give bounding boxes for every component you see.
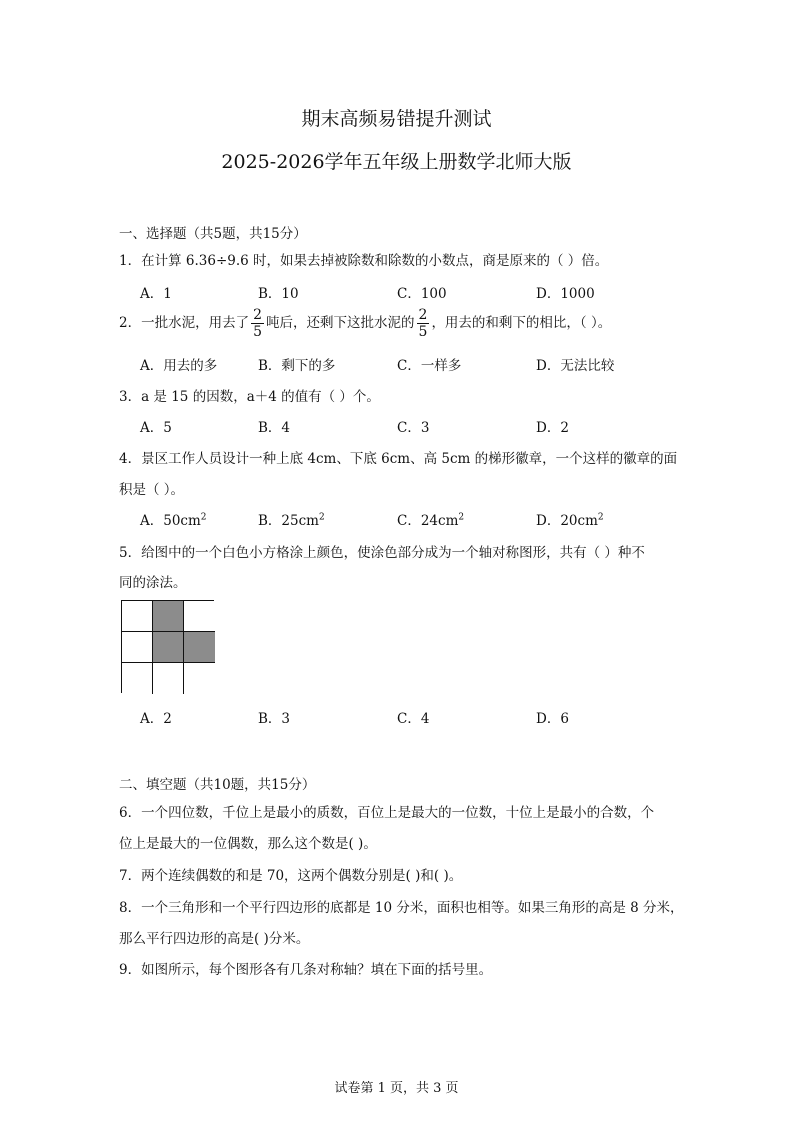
q4-option-a bbox=[140, 509, 207, 529]
grid-cell-shaded bbox=[184, 632, 215, 663]
q4-option-c-text: C．24cm bbox=[397, 513, 459, 529]
q1-option-a: A．1 bbox=[140, 286, 172, 302]
question-5-line-1: 5．给图中的一个白色小方格涂上颜色，使涂色部分成为一个轴对称图形，共有（ ）种不 bbox=[119, 545, 645, 561]
question-9: 9．如图所示，每个图形各有几条对称轴？填在下面的括号里。 bbox=[119, 962, 493, 978]
q4-option-b bbox=[258, 509, 325, 529]
grid-cell-shaded bbox=[153, 601, 184, 632]
exam-title: 期末高频易错提升测试 bbox=[301, 108, 492, 130]
fraction-denominator: 5 bbox=[418, 324, 428, 340]
section-heading-fill-in: 二、填空题（共10题，共15分） bbox=[119, 777, 316, 793]
q2-option-a: A．用去的多 bbox=[140, 358, 218, 374]
superscript-two: 2 bbox=[318, 512, 325, 523]
superscript-two: 2 bbox=[200, 512, 207, 523]
exam-subtitle: 2025-2026学年五年级上册数学北师大版 bbox=[221, 151, 572, 173]
question-6-line-2: 位上是最大的一位偶数，那么这个数是( )。 bbox=[119, 836, 377, 852]
q1-option-b: B．10 bbox=[258, 286, 299, 302]
grid-cell-white bbox=[122, 601, 153, 632]
q4-option-c bbox=[397, 509, 464, 529]
question-6-line-1: 6．一个四位数，千位上是最小的质数，百位上是最大的一位数，十位上是最小的合数，个 bbox=[119, 805, 655, 821]
q4-option-d-text: D．20cm bbox=[536, 513, 598, 529]
q3-option-d: D．2 bbox=[536, 420, 569, 436]
grid-cell-white bbox=[122, 663, 153, 694]
question-8-line-2: 那么平行四边形的高是( )分米。 bbox=[119, 931, 310, 947]
q5-option-a: A．2 bbox=[140, 711, 172, 727]
q1-option-d: D．1000 bbox=[536, 286, 595, 302]
q3-option-b: B．4 bbox=[258, 420, 291, 436]
q2-option-c: C．一样多 bbox=[397, 358, 462, 374]
superscript-two: 2 bbox=[458, 512, 465, 523]
question-2 bbox=[119, 308, 611, 339]
grid-cell-white bbox=[122, 632, 153, 663]
grid-cell-white bbox=[153, 663, 184, 694]
fraction-two-fifths-remaining bbox=[417, 308, 430, 339]
question-4-line-2: 积是（ ）。 bbox=[119, 482, 185, 498]
q4-option-a-text: A．50cm bbox=[140, 513, 201, 529]
q1-option-c: C．100 bbox=[397, 286, 447, 302]
fraction-numerator: 2 bbox=[253, 307, 263, 323]
page-number-footer: 试卷第 1 页，共 3 页 bbox=[334, 1081, 459, 1096]
q5-option-b: B．3 bbox=[258, 711, 291, 727]
q4-option-b-text: B．25cm bbox=[258, 513, 319, 529]
q2-option-b: B．剩下的多 bbox=[258, 358, 336, 374]
q5-option-d: D．6 bbox=[536, 711, 569, 727]
q2-text-a: 2．一批水泥，用去了 bbox=[119, 315, 250, 331]
question-8-line-1: 8．一个三角形和一个平行四边形的底都是 10 分米，面积也相等。如果三角形的高是 8 分米， bbox=[119, 900, 684, 916]
question-1: 1．在计算 6.36÷9.6 时，如果去掉被除数和除数的小数点，商是原来的（ ）倍。 bbox=[119, 253, 609, 269]
superscript-two: 2 bbox=[597, 512, 604, 523]
fraction-denominator: 5 bbox=[253, 324, 263, 340]
q2-text-c: ，用去的和剩下的相比，（ ）。 bbox=[431, 315, 612, 331]
q2-text-b: 吨后，还剩下这批水泥的 bbox=[266, 315, 415, 331]
question-5-line-2: 同的涂法。 bbox=[119, 575, 187, 591]
q4-option-d bbox=[536, 509, 604, 529]
grid-cell-white bbox=[184, 663, 215, 694]
q3-option-a: A．5 bbox=[140, 420, 172, 436]
fraction-two-fifths bbox=[251, 308, 264, 339]
q2-option-d: D．无法比较 bbox=[536, 358, 615, 374]
question-7: 7．两个连续偶数的和是 70，这两个偶数分别是( )和( )。 bbox=[119, 868, 463, 884]
question-4-line-1: 4．景区工作人员设计一种上底 4cm、下底 6cm、高 5cm 的梯形徽章，一个这样的徽章的面 bbox=[119, 451, 678, 467]
section-heading-choice: 一、选择题（共5题，共15分） bbox=[119, 226, 307, 242]
question-3: 3．a 是 15 的因数，a＋4 的值有（ ）个。 bbox=[119, 389, 380, 405]
fraction-numerator: 2 bbox=[418, 307, 428, 323]
q5-option-c: C．4 bbox=[397, 711, 430, 727]
grid-cell-shaded bbox=[153, 632, 184, 663]
q3-option-c: C．3 bbox=[397, 420, 430, 436]
grid-cell-white bbox=[184, 601, 215, 632]
three-by-three-grid-figure bbox=[121, 600, 214, 693]
